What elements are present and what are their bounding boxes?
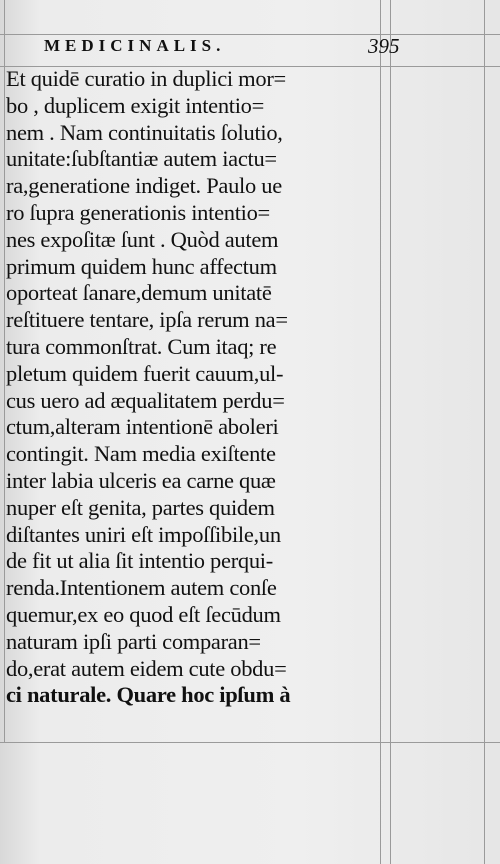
text-line: inter labia ulceris ea carne quæ <box>6 467 276 493</box>
text-line: nem . Nam continuitatis ſolutio, <box>6 119 283 145</box>
text-line: pletum quidem fuerit cauum,ul- <box>6 360 284 386</box>
body-text <box>6 66 376 709</box>
ruled-guide-line <box>4 0 5 742</box>
text-line: bo , duplicem exigit intentio= <box>6 92 265 118</box>
text-line: ra,generatione indiget. Paulo ue <box>6 173 282 199</box>
ruled-guide-line <box>0 742 500 743</box>
ruled-guide-line <box>0 34 500 35</box>
text-line: oporteat ſanare,demum unitatē <box>6 280 272 306</box>
text-line: cus uero ad æqualitatem perdu= <box>6 387 285 413</box>
text-line: de fit ut alia ſit intentio perqui- <box>6 548 273 574</box>
text-line: contingit. Nam media exiſtente <box>6 441 276 467</box>
text-line: diſtantes uniri eſt impoſſibile,un <box>6 521 281 547</box>
text-line: Et quidē curatio in duplici mor= <box>6 66 286 91</box>
text-line: renda.Intentionem autem conſe <box>6 575 277 601</box>
ruled-guide-line <box>380 0 381 864</box>
text-line: primum quidem hunc affectum <box>6 253 277 279</box>
ruled-guide-line <box>484 0 485 864</box>
text-line: nuper eſt genita, partes quidem <box>6 494 275 520</box>
page-number: 395 <box>368 34 400 58</box>
text-line: tura commonſtrat. Cum itaq; re <box>6 333 277 359</box>
text-line: ci naturale. Quare hoc ipſum à <box>6 682 291 708</box>
text-line: do,erat autem eidem cute obdu= <box>6 655 287 681</box>
text-line: naturam ipſi parti comparan= <box>6 628 261 654</box>
ruled-guide-line <box>390 0 391 864</box>
text-line: ctum,alteram intentionē aboleri <box>6 414 279 440</box>
text-line: unitate:ſubſtantiæ autem iactu= <box>6 146 277 172</box>
text-line: reſtituere tentare, ipſa rerum na= <box>6 307 288 333</box>
text-line: ro ſupra generationis intentio= <box>6 199 270 225</box>
text-line: quemur,ex eo quod eſt ſecūdum <box>6 601 281 627</box>
text-line: nes expoſitæ ſunt . Quòd autem <box>6 226 279 252</box>
running-title: MEDICINALIS. <box>44 36 226 55</box>
